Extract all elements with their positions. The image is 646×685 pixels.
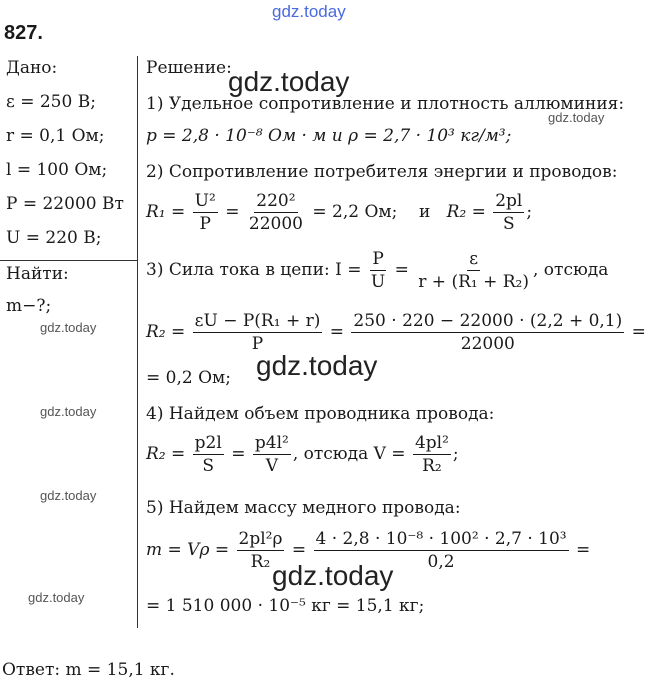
watermark-big-3: gdz.today <box>272 560 394 591</box>
watermark-small-3: gdz.today <box>40 488 97 503</box>
divider-vertical <box>137 56 138 628</box>
given-line-2: r = 0,1 Ом; <box>6 126 105 146</box>
fraction: $\frac{\text{U²}}{P}$ <box>194 191 216 234</box>
problem-number: 827. <box>4 22 43 44</box>
watermark-small-4: gdz.today <box>28 590 85 605</box>
step-1-formula: p = 2,8 · 10⁻⁸ Ом · м и ρ = 2,7 · 10³ кг/м³; <box>146 126 512 146</box>
fraction: $\frac{\text{p4l²}}{V}$ <box>254 433 289 476</box>
step-4-text: 4) Найдем объем проводника провода: <box>146 404 495 424</box>
step-3c-result: = 0,2 Ом; <box>146 368 231 388</box>
step-1-text: 1) Удельное сопротивление и плотность аллюминия: <box>146 94 625 114</box>
fraction: $\frac{P}{U}$ <box>370 249 386 292</box>
fraction: $\frac{\text{4 · 2,8 · 10⁻⁸ · 100² · 2,7 · 10³}}{0,2}$ <box>315 529 567 572</box>
watermark-small-5: gdz.today <box>548 110 605 125</box>
step-5-formula: m = Vρ = $\frac{\text{2pl²ρ}}{\text{R₂}}$ = $\frac{\text{4 · 2,8 · 10⁻⁸ · 100² · 2,7 · 10³}}{0,2}$ = <box>146 529 591 572</box>
given-title: Дано: <box>6 58 58 78</box>
divider-horizontal <box>0 260 137 261</box>
step-3b-formula: R₂ = $\frac{\text{εU − P(R₁ + r)}}{P}$ = $\frac{250 \cdot 220 - 22000 \cdot (2,2 + 0,1)}{22000}$ = <box>146 311 646 354</box>
given-line-1: ε = 250 В; <box>6 92 96 112</box>
find-line: m−?; <box>6 296 52 316</box>
watermark-big-1: gdz.today <box>228 66 350 97</box>
step-2-text: 2) Сопротивление потребителя энергии и проводов: <box>146 162 618 182</box>
watermark-small-1: gdz.today <box>40 320 97 335</box>
given-line-4: P = 22000 Вт <box>6 194 124 214</box>
find-title: Найти: <box>6 264 69 284</box>
step-5-text: 5) Найдем массу медного провода: <box>146 498 461 518</box>
fraction: $\frac{250 \cdot 220 - 22000 \cdot (2,2 + 0,1)}{22000}$ <box>353 311 623 354</box>
given-line-3: l = 100 Ом; <box>6 160 108 180</box>
fraction: $\frac{\text{4pl²}}{\text{R₂}}$ <box>414 433 449 476</box>
fraction: $\frac{\text{2pl²ρ}}{\text{R₂}}$ <box>238 529 283 572</box>
watermark-top: gdz.today <box>272 2 346 21</box>
watermark-big-2: gdz.today <box>256 350 378 381</box>
fraction: $\frac{\varepsilon}{\text{r + (R₁ + R₂)}}$ <box>418 249 529 292</box>
step-2-formula: R₁ = $\frac{\text{U²}}{P}$ = $\frac{\text{220²}}{22000}$ = 2,2 Ом; и R₂ = $\frac{2pl}{S}$ ; <box>146 191 533 234</box>
given-line-5: U = 220 В; <box>6 228 102 248</box>
fraction: $\frac{p2l}{S}$ <box>194 433 222 476</box>
step-4-formula: R₂ = $\frac{p2l}{S}$ = $\frac{\text{p4l²}}{V}$ , отсюда V = $\frac{\text{4pl²}}{\text{R₂}}$ ; <box>146 433 459 476</box>
solution-title: Решение: <box>146 58 232 78</box>
fraction: $\frac{\text{220²}}{22000}$ <box>248 191 303 234</box>
step-5b-result: = 1 510 000 · 10⁻⁵ кг = 15,1 кг; <box>146 596 425 616</box>
fraction: $\frac{2pl}{S}$ <box>495 191 523 234</box>
watermark-small-2: gdz.today <box>40 404 97 419</box>
step-3-formula: 3) Сила тока в цепи: I = $\frac{P}{U}$ = $\frac{\varepsilon}{\text{r + (R₁ + R₂)}}$ , отсюда <box>146 249 609 292</box>
answer: Ответ: m = 15,1 кг. <box>2 660 175 680</box>
fraction: $\frac{\text{εU − P(R₁ + r)}}{P}$ <box>194 311 321 354</box>
